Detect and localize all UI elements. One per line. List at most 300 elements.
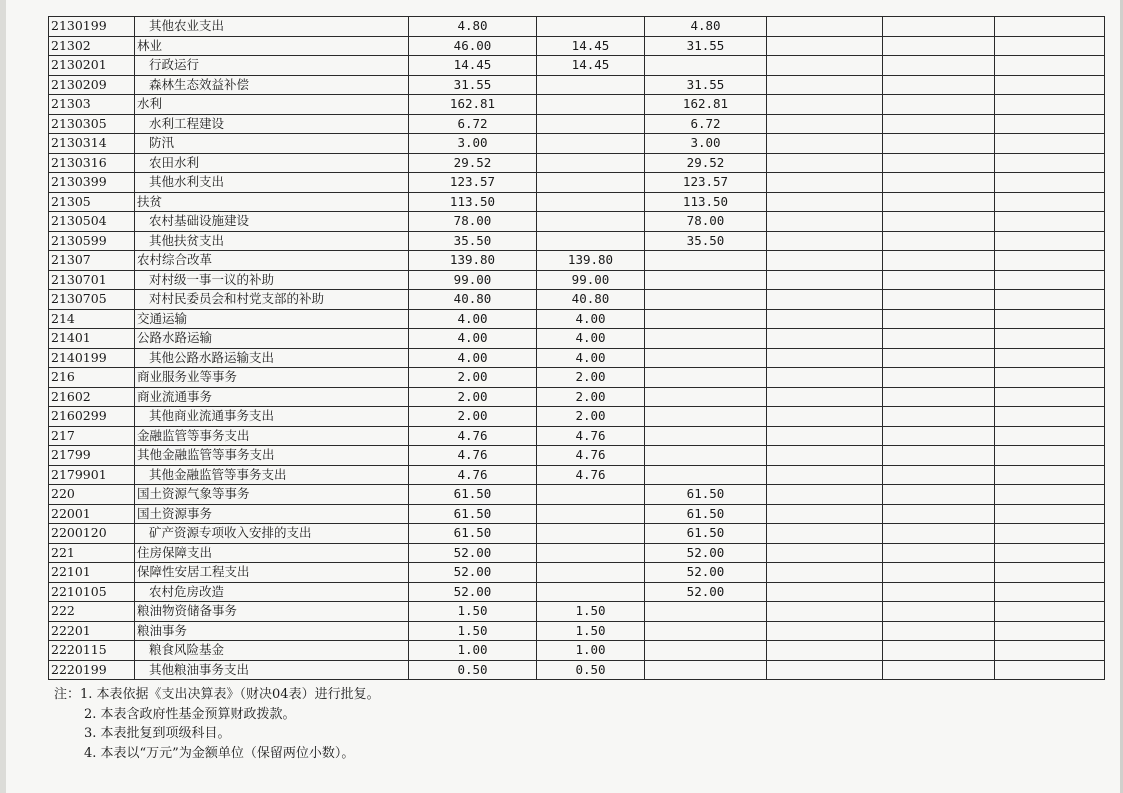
item-name-cell: 对村级一事一议的补助 xyxy=(135,270,409,290)
table-row xyxy=(49,251,1105,271)
general-budget-cell xyxy=(537,95,645,115)
scan-edge-left xyxy=(0,0,6,793)
item-name-cell: 住房保障支出 xyxy=(135,543,409,563)
fund-budget-cell: 52.00 xyxy=(645,563,767,583)
fund-budget-cell xyxy=(645,309,767,329)
empty-cell xyxy=(883,348,995,368)
total-amount-cell: 52.00 xyxy=(409,582,537,602)
item-name-cell: 行政运行 xyxy=(135,56,409,76)
empty-cell xyxy=(767,602,883,622)
fund-budget-cell: 113.50 xyxy=(645,192,767,212)
item-code-cell: 220 xyxy=(49,485,135,505)
table-row xyxy=(49,543,1105,563)
empty-cell xyxy=(767,270,883,290)
footnote-line: 3. 本表批复到项级科目。 xyxy=(84,726,231,741)
total-amount-cell: 0.50 xyxy=(409,660,537,680)
expenditure-table xyxy=(48,16,1105,680)
empty-cell xyxy=(995,465,1105,485)
item-code-cell: 21302 xyxy=(49,36,135,56)
item-name-cell: 交通运输 xyxy=(135,309,409,329)
item-code-cell: 2160299 xyxy=(49,407,135,427)
empty-cell xyxy=(767,251,883,271)
table-row xyxy=(49,270,1105,290)
general-budget-cell: 99.00 xyxy=(537,270,645,290)
footnote-line: 4. 本表以“万元”为金额单位（保留两位小数）。 xyxy=(84,745,355,761)
fund-budget-cell xyxy=(645,251,767,271)
empty-cell xyxy=(995,641,1105,661)
empty-cell xyxy=(995,212,1105,232)
general-budget-cell xyxy=(537,134,645,154)
item-code-cell: 2130504 xyxy=(49,212,135,232)
item-name-cell: 商业服务业等事务 xyxy=(135,368,409,388)
item-code-cell: 2140199 xyxy=(49,348,135,368)
empty-cell xyxy=(995,524,1105,544)
item-name-cell: 其他商业流通事务支出 xyxy=(135,407,409,427)
empty-cell xyxy=(995,17,1105,37)
empty-cell xyxy=(883,485,995,505)
item-code-cell: 2220199 xyxy=(49,660,135,680)
item-name-cell: 防汛 xyxy=(135,134,409,154)
empty-cell xyxy=(883,114,995,134)
empty-cell xyxy=(767,36,883,56)
total-amount-cell: 1.50 xyxy=(409,602,537,622)
item-name-cell: 其他金融监管等事务支出 xyxy=(135,446,409,466)
table-row xyxy=(49,563,1105,583)
empty-cell xyxy=(995,504,1105,524)
item-code-cell: 221 xyxy=(49,543,135,563)
total-amount-cell: 14.45 xyxy=(409,56,537,76)
table-row xyxy=(49,348,1105,368)
empty-cell xyxy=(995,134,1105,154)
item-name-cell: 矿产资源专项收入安排的支出 xyxy=(135,524,409,544)
item-name-cell: 农田水利 xyxy=(135,153,409,173)
total-amount-cell: 61.50 xyxy=(409,485,537,505)
general-budget-cell xyxy=(537,153,645,173)
fund-budget-cell xyxy=(645,348,767,368)
item-code-cell: 22101 xyxy=(49,563,135,583)
item-name-cell: 水利工程建设 xyxy=(135,114,409,134)
general-budget-cell: 4.00 xyxy=(537,329,645,349)
empty-cell xyxy=(883,329,995,349)
table-row xyxy=(49,407,1105,427)
total-amount-cell: 6.72 xyxy=(409,114,537,134)
item-code-cell: 22201 xyxy=(49,621,135,641)
total-amount-cell: 46.00 xyxy=(409,36,537,56)
table-row xyxy=(49,290,1105,310)
footnote-line: 注：1. 本表依据《支出决算表》（财决04表）进行批复。 xyxy=(54,687,380,702)
empty-cell xyxy=(995,231,1105,251)
general-budget-cell: 4.76 xyxy=(537,426,645,446)
item-code-cell: 21303 xyxy=(49,95,135,115)
item-code-cell: 21401 xyxy=(49,329,135,349)
empty-cell xyxy=(995,75,1105,95)
empty-cell xyxy=(883,387,995,407)
total-amount-cell: 99.00 xyxy=(409,270,537,290)
table-row xyxy=(49,368,1105,388)
total-amount-cell: 4.80 xyxy=(409,17,537,37)
empty-cell xyxy=(767,75,883,95)
fund-budget-cell xyxy=(645,641,767,661)
empty-cell xyxy=(767,504,883,524)
item-code-cell: 21602 xyxy=(49,387,135,407)
table-row xyxy=(49,231,1105,251)
fund-budget-cell: 78.00 xyxy=(645,212,767,232)
general-budget-cell xyxy=(537,75,645,95)
empty-cell xyxy=(883,290,995,310)
fund-budget-cell: 123.57 xyxy=(645,173,767,193)
empty-cell xyxy=(883,446,995,466)
general-budget-cell xyxy=(537,173,645,193)
table-row xyxy=(49,329,1105,349)
empty-cell xyxy=(767,173,883,193)
fund-budget-cell: 52.00 xyxy=(645,543,767,563)
empty-cell xyxy=(883,621,995,641)
empty-cell xyxy=(995,153,1105,173)
empty-cell xyxy=(995,290,1105,310)
empty-cell xyxy=(883,563,995,583)
fund-budget-cell xyxy=(645,329,767,349)
fund-budget-cell: 3.00 xyxy=(645,134,767,154)
empty-cell xyxy=(767,348,883,368)
footnote-line: 2. 本表含政府性基金预算财政拨款。 xyxy=(84,706,296,722)
footnotes xyxy=(54,685,380,763)
empty-cell xyxy=(883,134,995,154)
empty-cell xyxy=(883,153,995,173)
empty-cell xyxy=(767,368,883,388)
empty-cell xyxy=(995,582,1105,602)
item-code-cell: 2130316 xyxy=(49,153,135,173)
total-amount-cell: 2.00 xyxy=(409,368,537,388)
empty-cell xyxy=(767,543,883,563)
fund-budget-cell xyxy=(645,270,767,290)
item-code-cell: 2130305 xyxy=(49,114,135,134)
item-name-cell: 水利 xyxy=(135,95,409,115)
fund-budget-cell xyxy=(645,56,767,76)
table-row xyxy=(49,660,1105,680)
empty-cell xyxy=(883,251,995,271)
fund-budget-cell xyxy=(645,465,767,485)
empty-cell xyxy=(995,602,1105,622)
general-budget-cell xyxy=(537,192,645,212)
table-row xyxy=(49,17,1105,37)
empty-cell xyxy=(767,56,883,76)
empty-cell xyxy=(995,309,1105,329)
item-name-cell: 其他公路水路运输支出 xyxy=(135,348,409,368)
total-amount-cell: 4.00 xyxy=(409,309,537,329)
table-row xyxy=(49,134,1105,154)
item-code-cell: 2210105 xyxy=(49,582,135,602)
empty-cell xyxy=(995,173,1105,193)
fund-budget-cell: 162.81 xyxy=(645,95,767,115)
table-row xyxy=(49,173,1105,193)
empty-cell xyxy=(883,309,995,329)
empty-cell xyxy=(995,543,1105,563)
table-row xyxy=(49,212,1105,232)
table-row xyxy=(49,387,1105,407)
empty-cell xyxy=(995,446,1105,466)
total-amount-cell: 2.00 xyxy=(409,387,537,407)
empty-cell xyxy=(995,387,1105,407)
general-budget-cell: 2.00 xyxy=(537,407,645,427)
empty-cell xyxy=(883,231,995,251)
item-code-cell: 21307 xyxy=(49,251,135,271)
table-row xyxy=(49,485,1105,505)
fund-budget-cell xyxy=(645,426,767,446)
total-amount-cell: 4.00 xyxy=(409,329,537,349)
item-code-cell: 2130201 xyxy=(49,56,135,76)
empty-cell xyxy=(995,270,1105,290)
item-code-cell: 222 xyxy=(49,602,135,622)
general-budget-cell xyxy=(537,504,645,524)
item-code-cell: 217 xyxy=(49,426,135,446)
empty-cell xyxy=(767,407,883,427)
total-amount-cell: 52.00 xyxy=(409,563,537,583)
item-code-cell: 2220115 xyxy=(49,641,135,661)
fund-budget-cell xyxy=(645,407,767,427)
fund-budget-cell: 61.50 xyxy=(645,524,767,544)
item-name-cell: 农村基础设施建设 xyxy=(135,212,409,232)
general-budget-cell xyxy=(537,114,645,134)
table-row xyxy=(49,114,1105,134)
fund-budget-cell: 31.55 xyxy=(645,36,767,56)
empty-cell xyxy=(767,563,883,583)
table-body xyxy=(49,17,1105,680)
item-code-cell: 214 xyxy=(49,309,135,329)
empty-cell xyxy=(767,153,883,173)
empty-cell xyxy=(995,426,1105,446)
total-amount-cell: 123.57 xyxy=(409,173,537,193)
table-row xyxy=(49,95,1105,115)
empty-cell xyxy=(995,95,1105,115)
general-budget-cell xyxy=(537,17,645,37)
general-budget-cell: 14.45 xyxy=(537,36,645,56)
item-name-cell: 其他水利支出 xyxy=(135,173,409,193)
fund-budget-cell xyxy=(645,387,767,407)
general-budget-cell: 0.50 xyxy=(537,660,645,680)
empty-cell xyxy=(767,329,883,349)
total-amount-cell: 61.50 xyxy=(409,524,537,544)
general-budget-cell: 14.45 xyxy=(537,56,645,76)
general-budget-cell xyxy=(537,212,645,232)
empty-cell xyxy=(995,192,1105,212)
fund-budget-cell: 4.80 xyxy=(645,17,767,37)
empty-cell xyxy=(883,641,995,661)
item-name-cell: 其他农业支出 xyxy=(135,17,409,37)
empty-cell xyxy=(995,251,1105,271)
empty-cell xyxy=(995,368,1105,388)
empty-cell xyxy=(767,290,883,310)
empty-cell xyxy=(995,36,1105,56)
total-amount-cell: 31.55 xyxy=(409,75,537,95)
item-name-cell: 农村危房改造 xyxy=(135,582,409,602)
empty-cell xyxy=(767,212,883,232)
item-code-cell: 2200120 xyxy=(49,524,135,544)
table-row xyxy=(49,36,1105,56)
total-amount-cell: 78.00 xyxy=(409,212,537,232)
table-row xyxy=(49,465,1105,485)
empty-cell xyxy=(883,504,995,524)
general-budget-cell: 4.76 xyxy=(537,465,645,485)
item-code-cell: 2130209 xyxy=(49,75,135,95)
empty-cell xyxy=(767,231,883,251)
general-budget-cell xyxy=(537,485,645,505)
general-budget-cell xyxy=(537,524,645,544)
total-amount-cell: 162.81 xyxy=(409,95,537,115)
table-row xyxy=(49,524,1105,544)
item-name-cell: 其他金融监管等事务支出 xyxy=(135,465,409,485)
empty-cell xyxy=(767,524,883,544)
item-name-cell: 公路水路运输 xyxy=(135,329,409,349)
empty-cell xyxy=(767,446,883,466)
total-amount-cell: 1.00 xyxy=(409,641,537,661)
total-amount-cell: 4.00 xyxy=(409,348,537,368)
item-code-cell: 21799 xyxy=(49,446,135,466)
general-budget-cell: 4.00 xyxy=(537,309,645,329)
empty-cell xyxy=(767,582,883,602)
general-budget-cell xyxy=(537,231,645,251)
table-row xyxy=(49,56,1105,76)
empty-cell xyxy=(995,114,1105,134)
item-code-cell: 21305 xyxy=(49,192,135,212)
empty-cell xyxy=(767,465,883,485)
total-amount-cell: 40.80 xyxy=(409,290,537,310)
general-budget-cell: 139.80 xyxy=(537,251,645,271)
total-amount-cell: 29.52 xyxy=(409,153,537,173)
general-budget-cell: 4.00 xyxy=(537,348,645,368)
general-budget-cell: 2.00 xyxy=(537,387,645,407)
fund-budget-cell: 29.52 xyxy=(645,153,767,173)
empty-cell xyxy=(883,173,995,193)
fund-budget-cell xyxy=(645,290,767,310)
item-name-cell: 扶贫 xyxy=(135,192,409,212)
empty-cell xyxy=(767,192,883,212)
empty-cell xyxy=(883,212,995,232)
item-name-cell: 国土资源事务 xyxy=(135,504,409,524)
empty-cell xyxy=(767,134,883,154)
empty-cell xyxy=(883,524,995,544)
item-name-cell: 国土资源气象等事务 xyxy=(135,485,409,505)
empty-cell xyxy=(883,660,995,680)
empty-cell xyxy=(767,387,883,407)
empty-cell xyxy=(995,56,1105,76)
total-amount-cell: 52.00 xyxy=(409,543,537,563)
general-budget-cell: 40.80 xyxy=(537,290,645,310)
empty-cell xyxy=(883,543,995,563)
empty-cell xyxy=(883,368,995,388)
item-name-cell: 商业流通事务 xyxy=(135,387,409,407)
general-budget-cell xyxy=(537,543,645,563)
item-name-cell: 粮油事务 xyxy=(135,621,409,641)
empty-cell xyxy=(883,75,995,95)
table-row xyxy=(49,153,1105,173)
fund-budget-cell: 61.50 xyxy=(645,485,767,505)
empty-cell xyxy=(767,95,883,115)
empty-cell xyxy=(767,309,883,329)
item-code-cell: 2130199 xyxy=(49,17,135,37)
general-budget-cell: 4.76 xyxy=(537,446,645,466)
item-code-cell: 2130314 xyxy=(49,134,135,154)
table-row xyxy=(49,426,1105,446)
empty-cell xyxy=(883,17,995,37)
fund-budget-cell xyxy=(645,446,767,466)
table-row xyxy=(49,75,1105,95)
item-code-cell: 216 xyxy=(49,368,135,388)
total-amount-cell: 4.76 xyxy=(409,465,537,485)
general-budget-cell xyxy=(537,582,645,602)
general-budget-cell: 1.50 xyxy=(537,621,645,641)
empty-cell xyxy=(995,485,1105,505)
item-name-cell: 农村综合改革 xyxy=(135,251,409,271)
fund-budget-cell xyxy=(645,621,767,641)
table-row xyxy=(49,582,1105,602)
table-row xyxy=(49,446,1105,466)
fund-budget-cell xyxy=(645,368,767,388)
item-name-cell: 保障性安居工程支出 xyxy=(135,563,409,583)
empty-cell xyxy=(995,660,1105,680)
total-amount-cell: 113.50 xyxy=(409,192,537,212)
table-row xyxy=(49,602,1105,622)
empty-cell xyxy=(883,426,995,446)
table-row xyxy=(49,641,1105,661)
total-amount-cell: 139.80 xyxy=(409,251,537,271)
general-budget-cell xyxy=(537,563,645,583)
general-budget-cell: 1.00 xyxy=(537,641,645,661)
empty-cell xyxy=(767,660,883,680)
item-name-cell: 粮食风险基金 xyxy=(135,641,409,661)
item-name-cell: 其他粮油事务支出 xyxy=(135,660,409,680)
empty-cell xyxy=(767,621,883,641)
empty-cell xyxy=(883,582,995,602)
empty-cell xyxy=(883,270,995,290)
empty-cell xyxy=(767,426,883,446)
item-name-cell: 金融监管等事务支出 xyxy=(135,426,409,446)
fund-budget-cell: 52.00 xyxy=(645,582,767,602)
empty-cell xyxy=(995,563,1105,583)
empty-cell xyxy=(767,17,883,37)
fund-budget-cell xyxy=(645,660,767,680)
empty-cell xyxy=(883,602,995,622)
empty-cell xyxy=(995,329,1105,349)
table-row xyxy=(49,192,1105,212)
table-row xyxy=(49,621,1105,641)
total-amount-cell: 3.00 xyxy=(409,134,537,154)
empty-cell xyxy=(883,95,995,115)
empty-cell xyxy=(883,407,995,427)
item-code-cell: 2130701 xyxy=(49,270,135,290)
empty-cell xyxy=(995,348,1105,368)
general-budget-cell: 1.50 xyxy=(537,602,645,622)
general-budget-cell: 2.00 xyxy=(537,368,645,388)
fund-budget-cell: 61.50 xyxy=(645,504,767,524)
empty-cell xyxy=(767,641,883,661)
item-name-cell: 林业 xyxy=(135,36,409,56)
empty-cell xyxy=(767,485,883,505)
item-code-cell: 22001 xyxy=(49,504,135,524)
item-name-cell: 其他扶贫支出 xyxy=(135,231,409,251)
total-amount-cell: 4.76 xyxy=(409,426,537,446)
item-name-cell: 粮油物资储备事务 xyxy=(135,602,409,622)
item-name-cell: 对村民委员会和村党支部的补助 xyxy=(135,290,409,310)
empty-cell xyxy=(883,465,995,485)
fund-budget-cell: 35.50 xyxy=(645,231,767,251)
table-row xyxy=(49,309,1105,329)
total-amount-cell: 4.76 xyxy=(409,446,537,466)
table-row xyxy=(49,504,1105,524)
fund-budget-cell: 31.55 xyxy=(645,75,767,95)
total-amount-cell: 35.50 xyxy=(409,231,537,251)
item-code-cell: 2130599 xyxy=(49,231,135,251)
empty-cell xyxy=(995,407,1105,427)
